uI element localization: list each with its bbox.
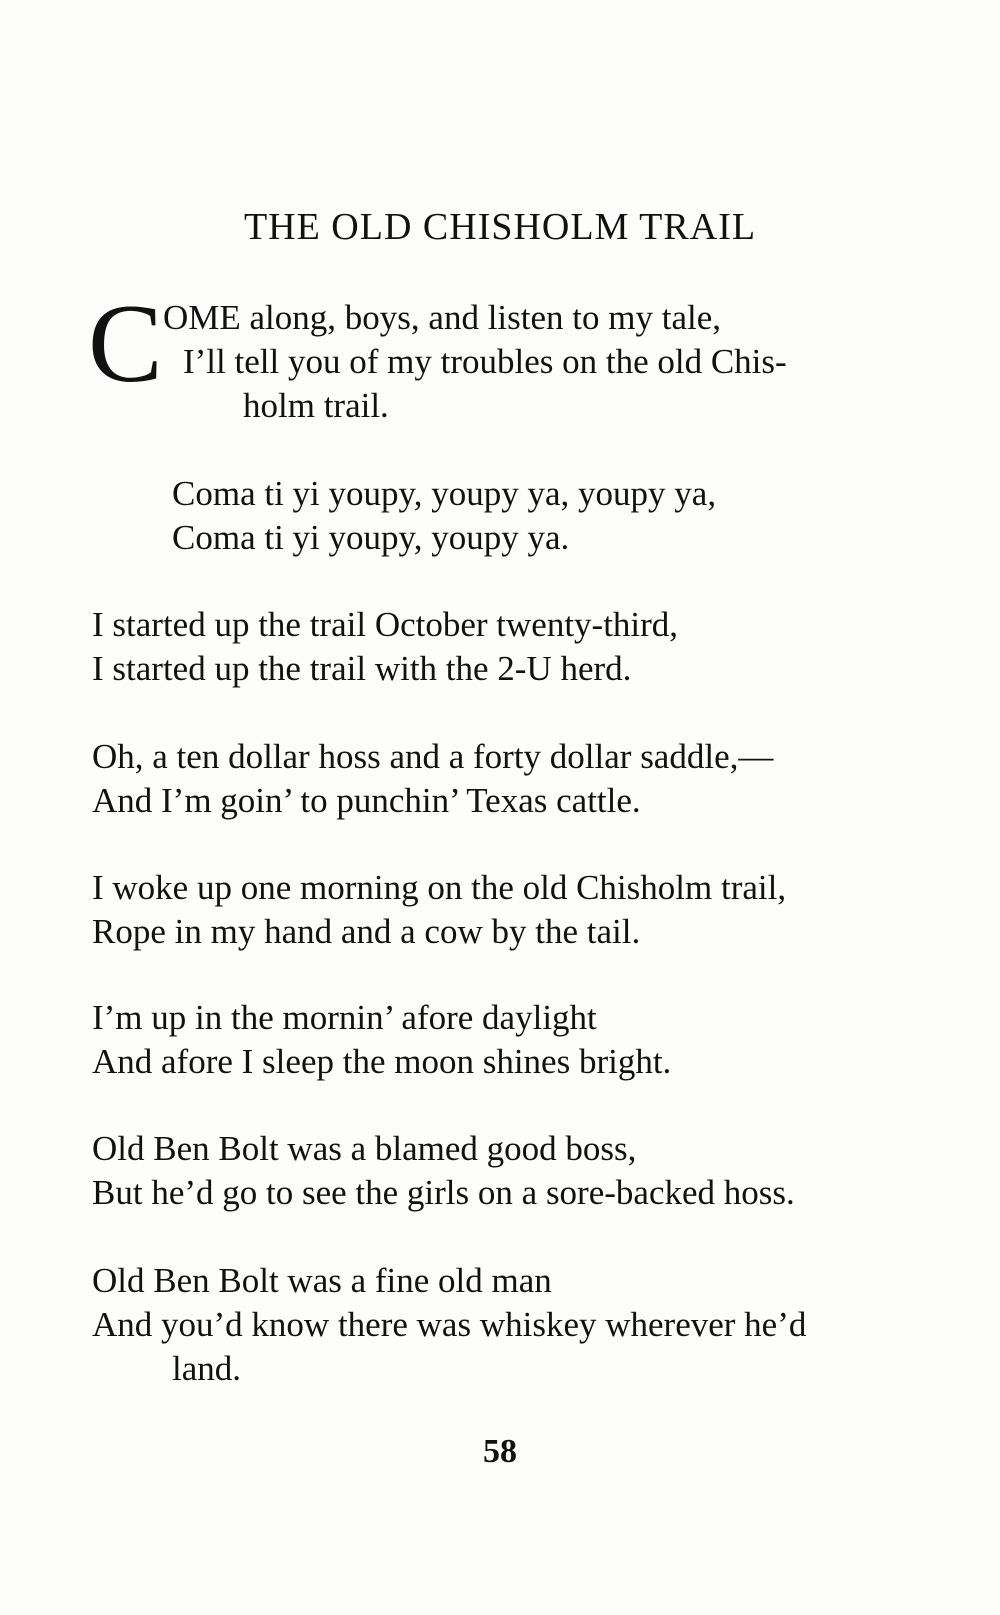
chorus-line-2: Coma ti yi youpy, youpy ya. bbox=[172, 518, 570, 557]
stanza-1-line-2: I started up the trail with the 2-U herd. bbox=[92, 649, 632, 688]
page-number: 58 bbox=[483, 1433, 517, 1470]
stanza-5-line-1: Old Ben Bolt was a blamed good boss, bbox=[92, 1129, 637, 1168]
verse1-line-3: holm trail. bbox=[243, 386, 389, 425]
stanza-6-line-1: Old Ben Bolt was a fine old man bbox=[92, 1261, 552, 1300]
verse1-line-1: OME along, boys, and listen to my tale, bbox=[163, 298, 721, 337]
stanza-4-line-1: I’m up in the mornin’ afore daylight bbox=[92, 998, 597, 1037]
stanza-3-line-1: I woke up one morning on the old Chisholm trail, bbox=[92, 868, 787, 907]
stanza-6-line-2: And you’d know there was whiskey wherever he’d bbox=[92, 1305, 807, 1344]
stanza-2-line-2: And I’m goin’ to punchin’ Texas cattle. bbox=[92, 781, 641, 820]
stanza-1-line-1: I started up the trail October twenty-third, bbox=[92, 605, 679, 644]
stanza-5-line-2: But he’d go to see the girls on a sore-backed hoss. bbox=[92, 1173, 795, 1212]
verse1-line-2: I’ll tell you of my troubles on the old Chis- bbox=[183, 342, 787, 381]
poem-title: THE OLD CHISHOLM TRAIL bbox=[243, 206, 757, 248]
stanza-4-line-2: And afore I sleep the moon shines bright. bbox=[92, 1042, 672, 1081]
stanza-3-line-2: Rope in my hand and a cow by the tail. bbox=[92, 912, 641, 951]
chorus-line-1: Coma ti yi youpy, youpy ya, youpy ya, bbox=[172, 474, 717, 513]
drop-cap-letter: C bbox=[88, 282, 163, 406]
stanza-6-line-3: land. bbox=[172, 1349, 242, 1388]
stanza-2-line-1: Oh, a ten dollar hoss and a forty dollar saddle,— bbox=[92, 737, 774, 776]
